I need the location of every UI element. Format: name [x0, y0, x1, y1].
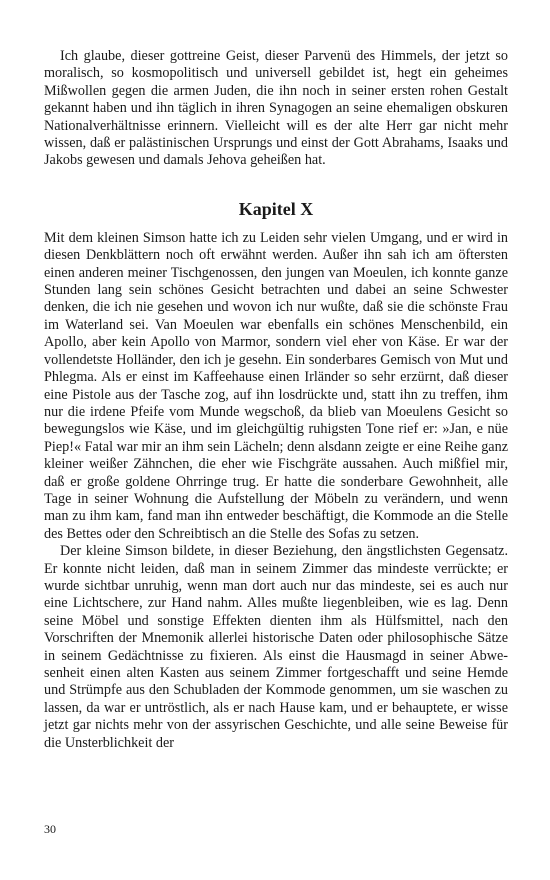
paragraph-simson: Der kleine Simson bildete, in dieser Beziehung, den ängstlichsten Gegensatz. Er konnte nicht leiden, daß man in seinem Zimmer das mindeste verrückte; er wurde sichtbar unruhig, wenn man dort auch nur das mindeste, sei es auch nur eine Lichtschere, zur Hand nahm. Alles mußte liegenbleiben, wie es lag. Denn seine Möbel und sonstige Effekten dienten ihm als Hülfsmittel, nach den Vorschriften der Mnemonik allerlei historische Daten oder philosophische Sätze in seinem Gedächtnisse zu fixieren. Als einst die Hausmagd in seiner Abwesenheit einen alten Kasten aus seinem Zimmer fortgeschafft und seine Hemde und Strümpfe aus den Schubladen der Kommode genommen, um sie waschen zu lassen, da war er untröstlich, als er nach Hause kam, und er behauptete, er wisse jetzt gar nichts mehr von der assyrischen Geschichte, und alle seine Beweise für die Unsterblichkeit der — [44, 543, 508, 751]
chapter-title: Kapitel X — [238, 198, 314, 219]
paragraph-van-moeulen: Mit dem kleinen Simson hatte ich zu Leiden sehr vielen Umgang, und er wird in diesen Denkblättern noch oft erwähnt werden. Außer ihn sah ich am öftersten einen anderen meiner Tischgenossen, den jungen van Moeulen, ich konnte ganze Stunden lang sein schönes Gesicht betrachten und dabei an seine Schwester denken, die ich nie gesehen und wovon ich nur wußte, daß sie die schönste Frau im Waterland sei. Van Moeulen war ebenfalls ein schönes Menschenbild, ein Apollo, aber kein Apollo von Marmor, sondern viel eher von Käse. Er war der vollendetste Holländer, den ich je gesehn. Ein sonderbares Gemisch von Mut und Phlegma. Als er einst im Kaffeehause einen Irländer so sehr erzürnt, daß dieser eine Pistole aus der Tasche zog, auf ihn losdrückte und, statt ihn zu treffen, ihm nur die irdene Pfeife vom Munde wegschoß, da blieb van Moeulens Gesicht so bewegungslos wie Käse, und im gleichgültig ruhigsten Tone rief er: »Jan, e nüe Piep!« Fatal war mir an ihm sein Lächeln; denn alsdann zeigte er eine Reihe ganz kleiner weißer Zähnchen, die eher wie Fischgräte aussahen. Auch mißfiel mir, daß er große goldene Ohrringe trug. Er hatte die sonderbare Gewohnheit, alle Tage in seiner Wohnung die Aufstellung der Möbeln zu verändern, und wenn man zu ihm kam, fand man ihn entweder beschäftigt, die Kommode an die Stelle des Bettes oder den Schreibtisch an die Stelle des Sofas zu setzen. — [44, 229, 508, 542]
paragraph-intro: Ich glaube, dieser gottreine Geist, dieser Parvenü des Himmels, der jetzt so moralisch, so kosmopolitisch und universell gebildet ist, hegt ein geheimes Mißwollen gegen die armen Juden, die ihn noch in seiner ersten rohen Gestalt gekannt haben und ihn täglich in ihren Synagogen an seine ehemaligen obskuren Nationalverhältnisse erinnern. Vielleicht will es der alte Herr gar nicht mehr wissen, daß er palästinischen Ursprungs und einst der Gott Abrahams, Isaaks und Jakobs gewesen und damals Jehova geheißen hat. — [44, 48, 508, 169]
page-content — [44, 48, 508, 752]
page-number: 30 — [44, 822, 56, 836]
